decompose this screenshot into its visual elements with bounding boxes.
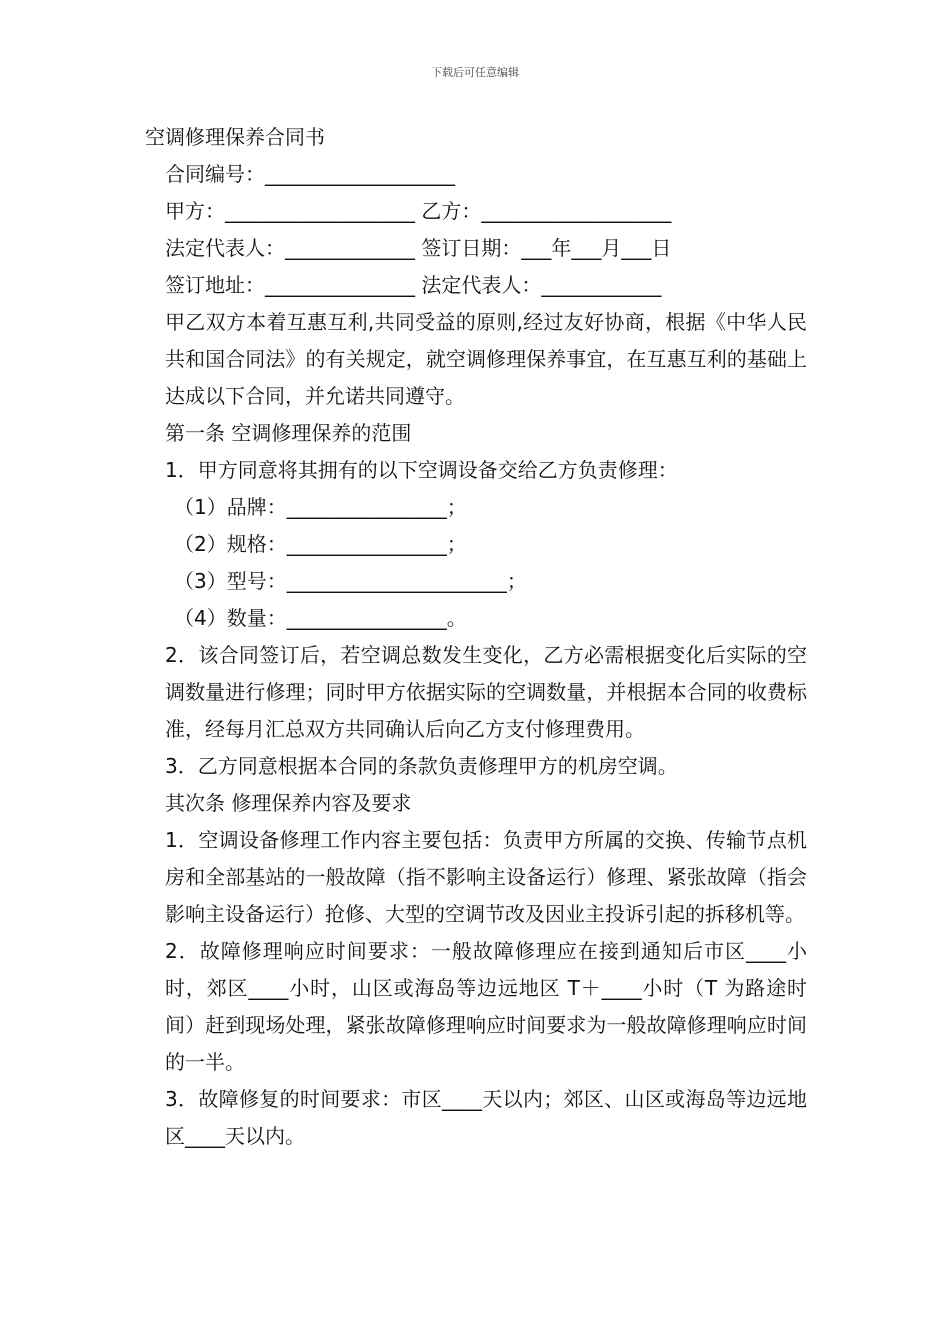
article-1-item-2: 2．该合同签订后，若空调总数发生变化，乙方必需根据变化后实际的空调数量进行修理；同时甲方依据实际的空调数量，并根据本合同的收费标准，经每月汇总双方共同确认后向乙方支付修理费用。 (165, 643, 807, 741)
page-header: 下载后可任意编辑 (431, 66, 519, 79)
intro-paragraph: 甲乙双方本着互惠互利,共同受益的原则,经过友好协商，根据《中华人民共和国合同法》的有关规定，就空调修理保养事宜，在互惠互利的基础上达成以下合同，并允诺共同遵守。 (165, 310, 807, 408)
article-1-sub-brand: （1）品牌：________________； (174, 495, 467, 519)
article-2-heading: 其次条 修理保养内容及要求 (165, 791, 412, 815)
article-1-item-3: 3．乙方同意根据本合同的条款负责修理甲方的机房空调。 (165, 754, 678, 778)
parties-field: 甲方：___________________ 乙方：___________________ (165, 199, 672, 223)
article-2-item-2: 2．故障修理响应时间要求：一般故障修理应在接到通知后市区____小时，郊区____小时，山区或海岛等边远地区 T＋____小时（T 为路途时间）赶到现场处理，紧张故障修理响应时间要求为一般故障修理响应时间的一半。 (165, 939, 807, 1074)
article-1-sub-spec: （2）规格：________________； (174, 532, 467, 556)
article-1-heading: 第一条 空调修理保养的范围 (165, 421, 412, 445)
article-2-item-1: 1．空调设备修理工作内容主要包括：负责甲方所属的交换、传输节点机房和全部基站的一般故障（指不影响主设备运行）修理、紧张故障（指会影响主设备运行）抢修、大型的空调节改及因业主投诉引起的拆移机等。 (165, 828, 807, 926)
representative-date-field: 法定代表人：_____________ 签订日期：___年___月___日 (165, 236, 672, 260)
contract-number-field: 合同编号：___________________ (165, 162, 455, 186)
article-1-sub-quantity: （4）数量：________________。 (174, 606, 467, 630)
article-1-item-1: 1．甲方同意将其拥有的以下空调设备交给乙方负责修理： (165, 458, 678, 482)
article-1-sub-model: （3）型号：______________________； (174, 569, 527, 593)
article-2-item-3: 3．故障修复的时间要求：市区____天以内；郊区、山区或海岛等边远地区____天以内。 (165, 1087, 807, 1148)
contract-body (145, 119, 807, 1155)
document-title: 空调修理保养合同书 (145, 125, 325, 149)
address-representative-field: 签订地址：_______________ 法定代表人：____________ (165, 273, 662, 297)
